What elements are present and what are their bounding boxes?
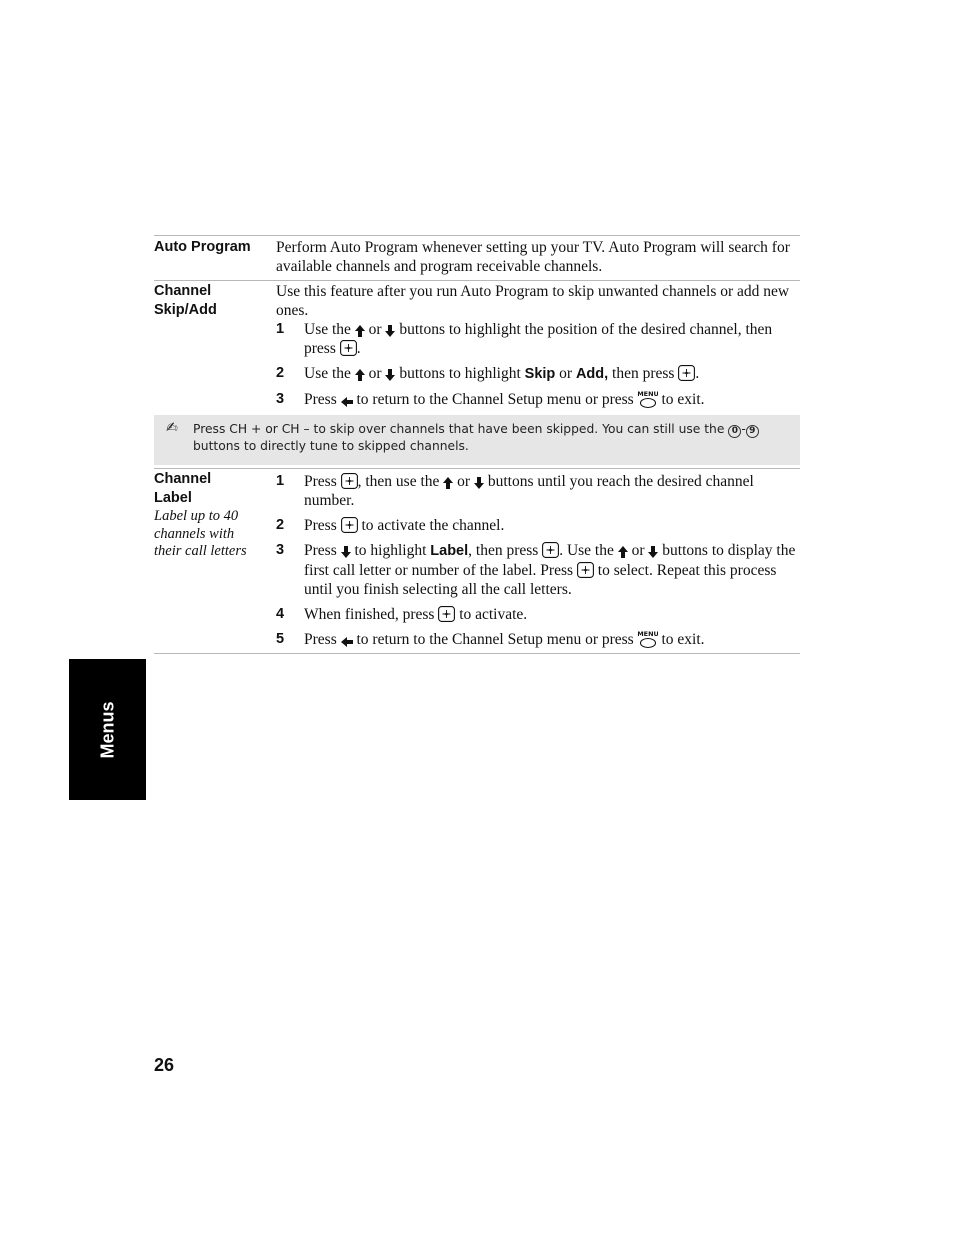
- step-text: Press to return to the Channel Setup menu or press to exit.: [304, 631, 705, 648]
- step-number: 3: [276, 391, 285, 407]
- page-number: 26: [154, 1055, 175, 1075]
- term-channel-label: [154, 470, 276, 649]
- step: [276, 541, 800, 599]
- left-arrow-icon: [341, 397, 353, 407]
- step: [276, 364, 800, 384]
- step: [276, 630, 800, 649]
- up-arrow-icon: [355, 369, 365, 381]
- step-number: 3: [276, 542, 285, 558]
- step-text: Press to highlight Label, then press . Use the or buttons to display the first call letter or number of the label. Press to select. Repeat this process until you finish selecting all the call letters.: [304, 542, 796, 598]
- term-line: Channel: [154, 283, 212, 299]
- desc-channel-skip-add: [276, 282, 800, 409]
- step-text: Press to activate the channel.: [304, 517, 505, 534]
- term-line: Label: [154, 490, 192, 506]
- down-arrow-icon: [341, 546, 351, 558]
- term-line: Skip/Add: [154, 302, 217, 318]
- up-arrow-icon: [355, 325, 365, 337]
- skip-add-steps: [276, 320, 800, 409]
- select-button-icon: [678, 365, 695, 381]
- row-channel-label: [154, 469, 800, 653]
- step-number: 1: [276, 321, 285, 337]
- settings-table: [154, 235, 800, 654]
- down-arrow-icon: [648, 546, 658, 558]
- note-pencil-icon: ✍: [166, 420, 178, 436]
- down-arrow-icon: [385, 369, 395, 381]
- step-text: Use the or buttons to highlight Skip or Add, then press .: [304, 365, 700, 382]
- select-button-icon: [341, 517, 358, 533]
- term-auto-program: Auto Program: [154, 239, 251, 255]
- down-arrow-icon: [385, 325, 395, 337]
- step-number: 2: [276, 365, 285, 381]
- select-button-icon: [577, 562, 594, 578]
- term-line: Channel: [154, 471, 212, 487]
- term-channel-skip-add: [154, 282, 276, 409]
- step-number: 2: [276, 517, 285, 533]
- nine-button-icon: 9: [746, 425, 759, 438]
- note-text: Press CH + or CH – to skip over channels that have been skipped. You can still use the 0 - 9 buttons to directly tune to skipped channels.: [193, 421, 792, 455]
- term-subtitle: Label up to 40 channels with their call letters: [154, 508, 247, 559]
- select-button-icon: [340, 340, 357, 356]
- step: [276, 472, 800, 510]
- step: [276, 390, 800, 409]
- left-arrow-icon: [341, 637, 353, 647]
- step: [276, 605, 800, 624]
- step-number: 4: [276, 606, 285, 622]
- section-tab-label: Menus: [97, 700, 117, 759]
- step-text: Press , then use the or buttons until you reach the desired channel number.: [304, 473, 754, 509]
- step-text: Press to return to the Channel Setup menu or press to exit.: [304, 391, 705, 408]
- select-button-icon: [341, 473, 358, 489]
- desc-channel-label: [276, 470, 800, 649]
- step: [276, 516, 800, 535]
- note-box: [154, 415, 800, 465]
- step-text: Use the or buttons to highlight the position of the desired channel, then press .: [304, 321, 773, 357]
- select-button-icon: [438, 606, 455, 622]
- skip-add-intro: Use this feature after you run Auto Program to skip unwanted channels or add new ones.: [276, 283, 790, 319]
- zero-button-icon: 0: [728, 425, 741, 438]
- step: [276, 320, 800, 358]
- select-button-icon: [542, 542, 559, 558]
- up-arrow-icon: [443, 477, 453, 489]
- desc-auto-program: Perform Auto Program whenever setting up your TV. Auto Program will search for available channels and program receivable channels.: [276, 239, 790, 275]
- label-steps: [276, 472, 800, 649]
- row-auto-program: [154, 236, 800, 280]
- row-channel-skip-add: [154, 281, 800, 409]
- up-arrow-icon: [618, 546, 628, 558]
- step-number: 5: [276, 631, 285, 647]
- step-text: When finished, press to activate.: [304, 606, 528, 623]
- menu-button-icon: [638, 630, 658, 649]
- table-rule: [154, 653, 800, 654]
- down-arrow-icon: [474, 477, 484, 489]
- menu-button-icon: [638, 390, 658, 409]
- step-number: 1: [276, 473, 285, 489]
- section-tab: [69, 659, 146, 800]
